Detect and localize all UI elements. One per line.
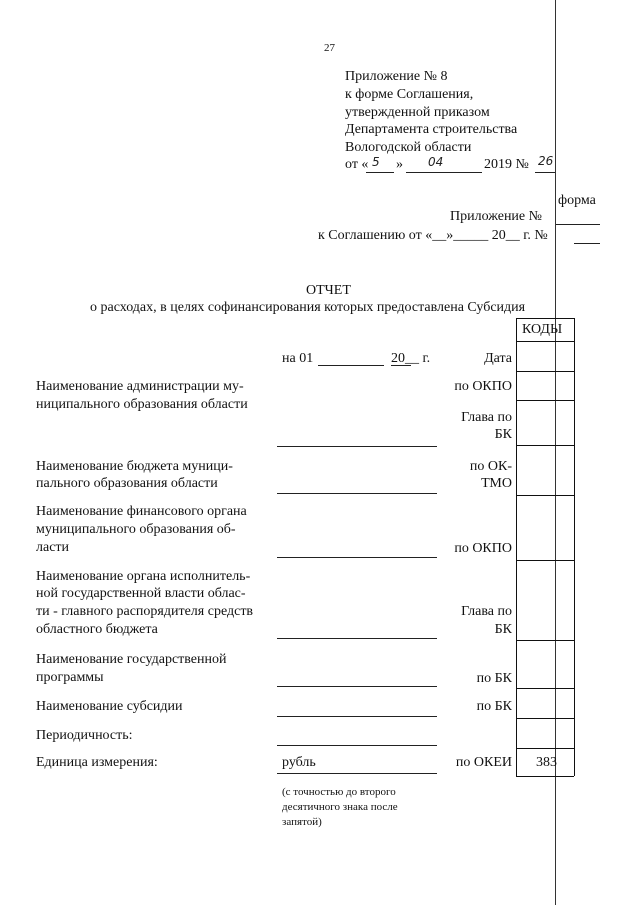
okei-code-value: 383 xyxy=(536,755,557,770)
codes-row-border xyxy=(516,495,574,496)
program-input-line xyxy=(277,686,437,687)
form-appendix-no: Приложение № xyxy=(450,209,542,224)
budget-input-line xyxy=(277,493,437,494)
label-finorg-3: ласти xyxy=(36,540,70,555)
appendix-line-4: Департамента строительства xyxy=(345,122,518,137)
appendix-line-3: утвержденной приказом xyxy=(345,105,490,120)
report-subtitle: о расходах, в целях софинансирования которых предоставлена Субсидия xyxy=(90,300,526,315)
appendix-date-mid: » xyxy=(396,157,403,172)
code-label-oktmo-b: ТМО xyxy=(481,476,512,491)
date-day-line xyxy=(366,172,394,173)
appendix-date-prefix: от « xyxy=(345,157,369,172)
report-date-label: на 01 xyxy=(282,351,314,366)
admin-input-line xyxy=(277,446,437,447)
label-exec-3: ти - главного распорядителя средств xyxy=(36,604,254,619)
label-budget-1: Наименование бюджета муници- xyxy=(36,459,233,474)
appendix-line-5: Вологодской области xyxy=(345,140,472,155)
codes-row-border xyxy=(516,688,574,689)
date-day-handwritten: 5 xyxy=(372,155,380,169)
codes-row-border xyxy=(516,445,574,446)
label-exec-2: ной государственной власти облас- xyxy=(36,586,246,601)
label-program-1: Наименование государственной xyxy=(36,652,227,667)
date-number-handwritten: 26 xyxy=(538,154,554,168)
label-exec-1: Наименование органа исполнитель- xyxy=(36,569,251,584)
form-agreement: к Соглашению от «__»_____ 20__ г. № xyxy=(318,228,548,243)
codes-table-bottom-border xyxy=(516,776,574,777)
code-label-glava-1b: БК xyxy=(494,427,512,442)
code-label-bk-1: по БК xyxy=(476,671,512,686)
code-label-glava-1a: Глава по xyxy=(461,410,512,425)
appendix-line-2: к форме Соглашения, xyxy=(345,87,474,102)
report-date-year: 20__ г. xyxy=(391,351,431,366)
date-month-handwritten: 04 xyxy=(428,155,444,169)
page-number: 27 xyxy=(324,42,335,54)
codes-row-border xyxy=(516,748,574,749)
label-budget-2: пального образования области xyxy=(36,476,218,491)
appendix-no-line xyxy=(555,224,600,225)
codes-row-border xyxy=(516,341,574,342)
codes-row-border xyxy=(516,371,574,372)
codes-row-border xyxy=(516,560,574,561)
code-label-date: Дата xyxy=(484,351,512,366)
code-label-okpo-1: по ОКПО xyxy=(454,379,512,394)
label-unit: Единица измерения: xyxy=(36,755,158,770)
report-title: ОТЧЕТ xyxy=(306,283,351,298)
codes-row-border xyxy=(516,640,574,641)
label-finorg-2: муниципального образования об- xyxy=(36,522,236,537)
label-exec-4: областного бюджета xyxy=(36,622,158,637)
subsidy-input-line xyxy=(277,716,437,717)
code-label-oktmo-a: по ОК- xyxy=(469,459,512,474)
label-admin-2: ниципального образования области xyxy=(36,397,248,412)
codes-header: КОДЫ xyxy=(522,322,563,337)
finorg-input-line xyxy=(277,557,437,558)
code-label-glava-2a: Глава по xyxy=(461,604,512,619)
date-number-line xyxy=(535,172,555,173)
code-label-glava-2b: БК xyxy=(494,622,512,637)
label-admin-1: Наименование администрации му- xyxy=(36,379,244,394)
agreement-no-line xyxy=(574,243,600,244)
appendix-date-year: 2019 № xyxy=(484,157,529,172)
appendix-line-1: Приложение № 8 xyxy=(345,69,448,84)
label-finorg-1: Наименование финансового органа xyxy=(36,504,247,519)
unit-value: рубль xyxy=(282,755,316,770)
label-subsidy: Наименование субсидии xyxy=(36,699,183,714)
code-label-okpo-2: по ОКПО xyxy=(454,541,512,556)
report-year-line xyxy=(391,365,411,366)
codes-table-left-border xyxy=(516,318,517,776)
codes-row-border xyxy=(516,718,574,719)
date-month-line xyxy=(406,172,482,173)
precision-note: (с точностью до второго десятичного знака после запятой) xyxy=(282,786,398,828)
label-program-2: программы xyxy=(36,670,104,685)
forma-label: форма xyxy=(558,193,596,208)
codes-row-border xyxy=(516,400,574,401)
codes-table-right-border xyxy=(574,318,575,776)
unit-input-line xyxy=(277,773,437,774)
code-label-okei: по ОКЕИ xyxy=(455,755,512,770)
exec-input-line xyxy=(277,638,437,639)
periodicity-input-line xyxy=(277,745,437,746)
label-periodicity: Периодичность: xyxy=(36,728,133,743)
codes-table-top-border xyxy=(516,318,574,319)
code-label-bk-2: по БК xyxy=(476,699,512,714)
report-date-line xyxy=(318,365,384,366)
